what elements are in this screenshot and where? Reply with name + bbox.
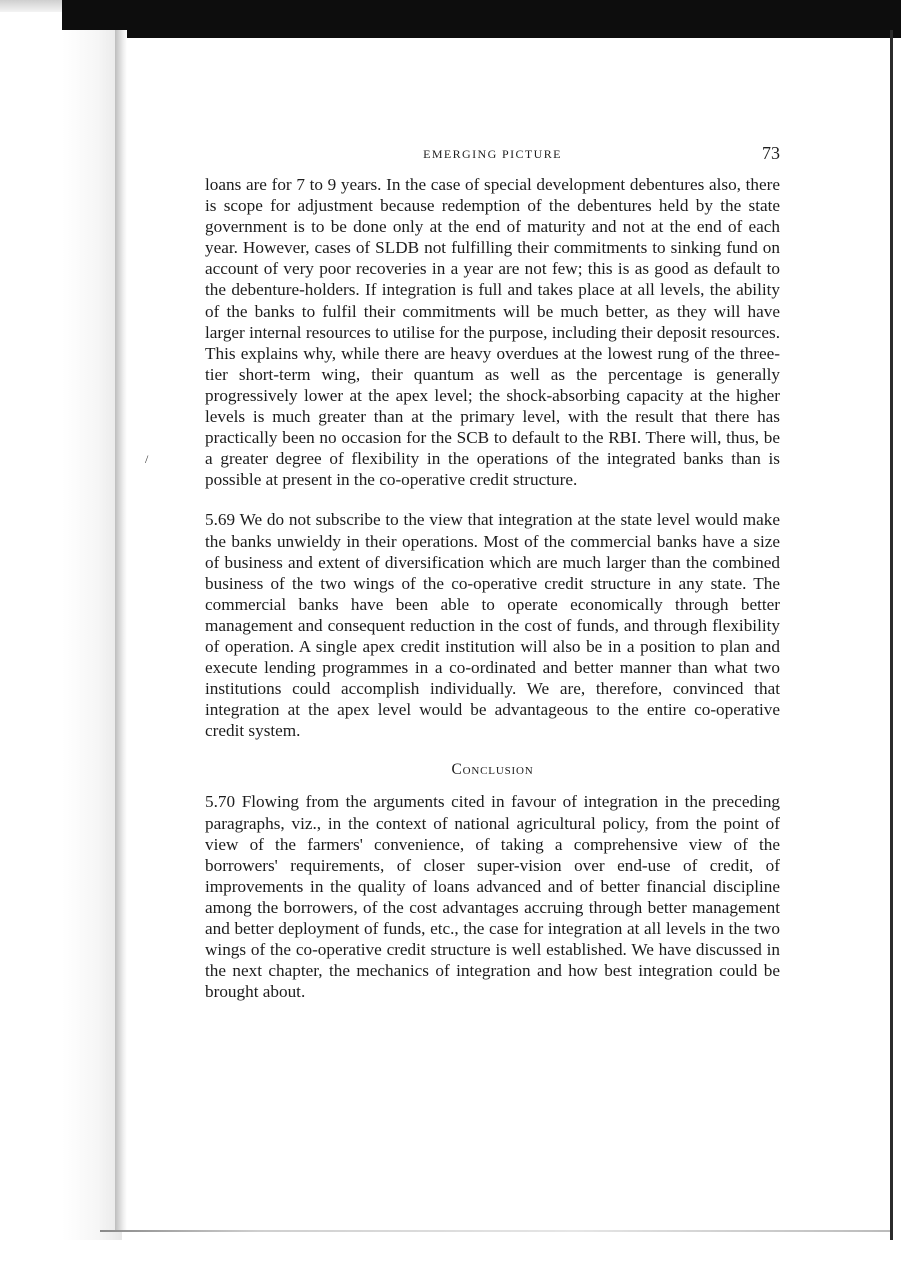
paragraph-text: We do not subscribe to the view that integration at the state level would make the banks unwieldy in their operations. Most of the commercial banks have a size of business and extent of diversification which are much larger than the combined business of the two wings of the co-operative credit structure in any state. The commercial banks have been able to operate economically through better management and consequent reduction in the cost of funds, and through flexibility of operation. A single apex credit institution will also be in a position to plan and execute lending programmes in a co-ordinated and better manner than what two institutions could accomplish individually. We are, therefore, convinced that integration at the apex level would be advantageous to the entire co-operative credit system.	[205, 510, 780, 741]
document-page	[205, 140, 780, 1002]
section-heading: Conclusion	[451, 761, 534, 779]
scan-top-border	[62, 0, 901, 38]
running-head	[205, 140, 780, 170]
paragraph-5-69	[205, 509, 780, 741]
paragraph-number: 5.70	[205, 792, 236, 812]
scan-bottom-edge	[100, 1230, 890, 1232]
margin-pencil-mark: /	[145, 452, 149, 466]
paragraph-continued: loans are for 7 to 9 years. In the case of special development debentures also, there is scope for adjustment because redemption of the debentures held by the state government is to be done only at the end of maturity and not at the end of each year. However, cases of SLDB not fulfilling their commitments to sinking fund on account of very poor recoveries in a year are not few; this is as good as default to the debenture-holders. If integration is full and takes place at all levels, the ability of the banks to fulfil their commitments will be much better, as they will have larger internal resources to utilise for the purpose, including their deposit resources. This explains why, while there are heavy overdues at the lowest rung of the three-tier short-term wing, their quantum as well as the percentage is generally progressively lower at the apex level; the shock-absorbing capacity at the higher levels is much greater than at the primary level, with the result that there has practically been no occasion for the SCB to default to the RBI. There will, thus, be a greater degree of flexibility in the operations of the integrated banks than is possible at present in the co-operative credit structure.	[205, 175, 780, 490]
paragraph-5-70	[205, 791, 780, 1002]
scan-gutter-shadow	[62, 30, 122, 1240]
scan-corner-shade	[0, 0, 62, 12]
paragraph-number: 5.69	[205, 510, 236, 530]
scan-binding-edge	[115, 30, 127, 1230]
running-title: EMERGING PICTURE	[423, 147, 562, 161]
scan-right-border	[890, 30, 893, 1240]
paragraph-text: Flowing from the arguments cited in favour of integration in the preceding paragraphs, viz., in the context of national agricultural policy, from the point of view of the farmers' convenience, of taking a comprehensive view of the borrowers' requirements, of closer super-vision over end-use of credit, of improvements in the quality of loans advanced and of better financial discipline among the borrowers, of the cost advantages accruing through better management and better deployment of funds, etc., the case for integration at all levels in the two wings of the co-operative credit structure is well established. We have discussed in the next chapter, the mechanics of integration and how best integration could be brought about.	[205, 792, 781, 1002]
page-number: 73	[762, 143, 780, 163]
